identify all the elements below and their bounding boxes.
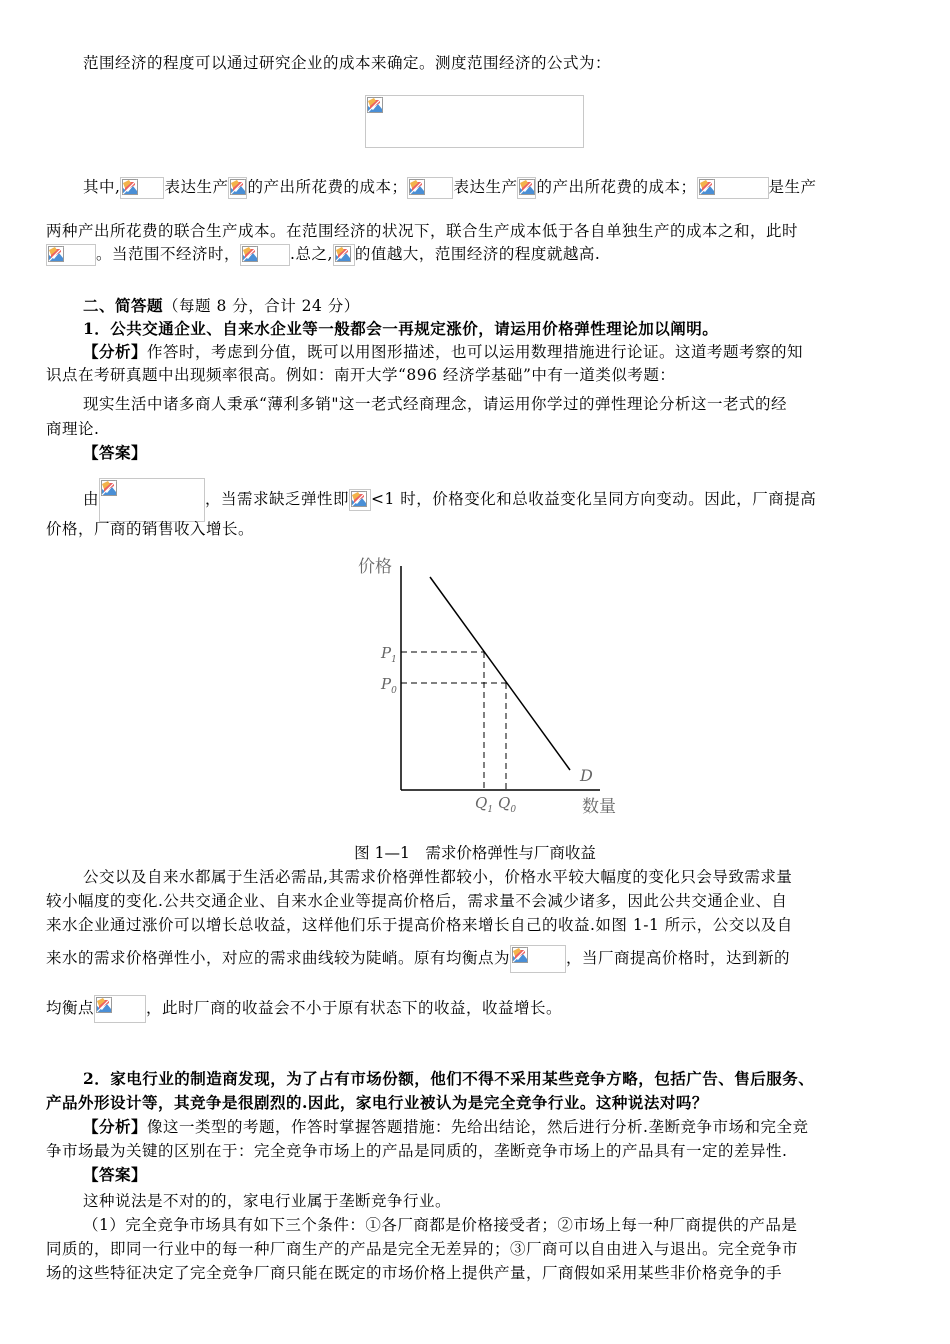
y-tick-label: $P_0$ [381, 675, 397, 696]
formula-image [228, 177, 247, 199]
quote-line: 商理论. [46, 420, 100, 438]
x-tick-label: $Q_1$ [475, 794, 494, 815]
quote-line: 现实生活中诸多商人秉承“薄利多销"这一老式经商理念，请运用你学过的弹性理论分析这一老式的经 [83, 395, 788, 413]
section-heading: 二、简答题（每题 8 分，合计 24 分） [83, 296, 360, 315]
definition-line-1: 其中, 表达生产 的产出所花费的成本； 表达生产 的产出所花费的成本； 是生产 [83, 176, 817, 199]
x-tick-label: $Q_0$ [498, 794, 517, 815]
analysis-line: 【分析】像这一类型的考题，作答时掌握答题措施：先给出结论，然后进行分析.垄断竞争市场和完全竞 [83, 1117, 809, 1136]
question-2-title: 2．家电行业的制造商发现，为了占有市场份额，他们不得不采用某些竞争方略，包括广告、售后服务、 [83, 1069, 815, 1088]
broken-image-icon [512, 947, 528, 963]
broken-image-icon [335, 246, 351, 262]
formula-image [99, 478, 205, 522]
paragraph-line: 范围经济的程度可以通过研究企业的成本来确定。测度范围经济的公式为： [83, 54, 612, 72]
formula-image [333, 244, 355, 266]
formula-image [517, 177, 536, 199]
broken-image-icon [101, 480, 117, 496]
answer-line: 同质的，即同一行业中的每一种厂商生产的产品是完全无差异的；③厂商可以自由进入与退出。完全竞争市 [46, 1240, 799, 1258]
question-1-title: 1．公共交通企业、自来水企业等一般都会一再规定涨价，请运用价格弹性理论加以阐明。 [83, 319, 719, 338]
demand-elasticity-chart [340, 548, 640, 818]
definition-line-3: 。当范围不经济时， .总之, 的值越大，范围经济的程度就越高. [46, 243, 600, 266]
demand-curve [430, 577, 570, 770]
formula-image [697, 177, 769, 199]
figure-caption: 图 1—1 需求价格弹性与厂商收益 [354, 844, 596, 862]
paragraph-line: 较小幅度的变化.公共交通企业、自来水企业等提高价格后，需求量不会减少诸多，因此公共交通企业、自 [46, 892, 788, 910]
answer-line: 价格，厂商的销售收入增长。 [46, 520, 255, 538]
answer-line: （1）完全竞争市场具有如下三个条件：①各厂商都是价格接受者；②市场上每一种厂商提供的产品是 [83, 1216, 798, 1234]
question-2-title: 产品外形设计等，其竞争是很剧烈的.因此，家电行业被认为是完全竞争行业。这种说法对吗？ [46, 1093, 708, 1112]
answer-tag: 【答案】 [83, 1165, 148, 1184]
answer-line: 由 ，当需求缺乏弹性即 <1 时，价格变化和总收益变化呈同方向变动。因此，厂商提高 [83, 478, 816, 522]
broken-image-icon [242, 246, 258, 262]
demand-curve-label: D [580, 766, 593, 785]
analysis-line: 【分析】作答时，考虑到分值，既可以用图形描述，也可以运用数理措施进行论证。这道考题考察的知 [83, 342, 804, 361]
formula-image [94, 995, 146, 1023]
answer-line: 场的这些特征决定了完全竞争厂商只能在既定的市场价格上提供产量，厂商假如采用某些非价格竞争的手 [46, 1264, 783, 1282]
formula-image [365, 95, 584, 148]
y-axis-label: 价格 [358, 557, 392, 577]
paragraph-line: 来水的需求价格弹性小，对应的需求曲线较为陡峭。原有均衡点为 ，当厂商提高价格时，达到新的 [46, 945, 790, 973]
broken-image-icon [230, 179, 246, 195]
formula-image [510, 945, 566, 973]
paragraph-line: 公交以及自来水都属于生活必需品,其需求价格弹性都较小，价格水平较大幅度的变化只会导致需求量 [83, 868, 793, 886]
broken-image-icon [519, 179, 535, 195]
paragraph-line: 均衡点 ，此时厂商的收益会不小于原有状态下的收益，收益增长。 [46, 995, 562, 1023]
answer-tag: 【答案】 [83, 443, 148, 462]
broken-image-icon [409, 179, 425, 195]
formula-image [349, 489, 371, 511]
paragraph-line: 来水企业通过涨价可以增长总收益，这样他们乐于提高价格来增长自己的收益.如图 1-1 所示，公交以及自 [46, 916, 793, 934]
formula-image [407, 177, 453, 199]
formula-image [120, 177, 164, 199]
analysis-line: 争市场最为关键的区别在于：完全竞争市场上的产品是同质的，垄断竞争市场上的产品具有一定的差异性. [46, 1142, 788, 1160]
formula-image [46, 244, 96, 266]
broken-image-icon [122, 179, 138, 195]
formula-image [240, 244, 290, 266]
y-tick-label: $P_1$ [381, 644, 397, 665]
broken-image-icon [699, 179, 715, 195]
broken-image-icon [367, 97, 383, 113]
definition-line-2: 两种产出所花费的联合生产成本。在范围经济的状况下，联合生产成本低于各自单独生产的成本之和，此时 [46, 222, 799, 240]
analysis-line: 识点在考研真题中出现频率很高。例如：南开大学“896 经济学基础”中有一道类似考题： [46, 366, 676, 384]
answer-line: 这种说法是不对的的，家电行业属于垄断竞争行业。 [83, 1192, 452, 1210]
broken-image-icon [351, 491, 367, 507]
broken-image-icon [48, 246, 64, 262]
broken-image-icon [96, 997, 112, 1013]
x-axis-label: 数量 [582, 797, 616, 817]
